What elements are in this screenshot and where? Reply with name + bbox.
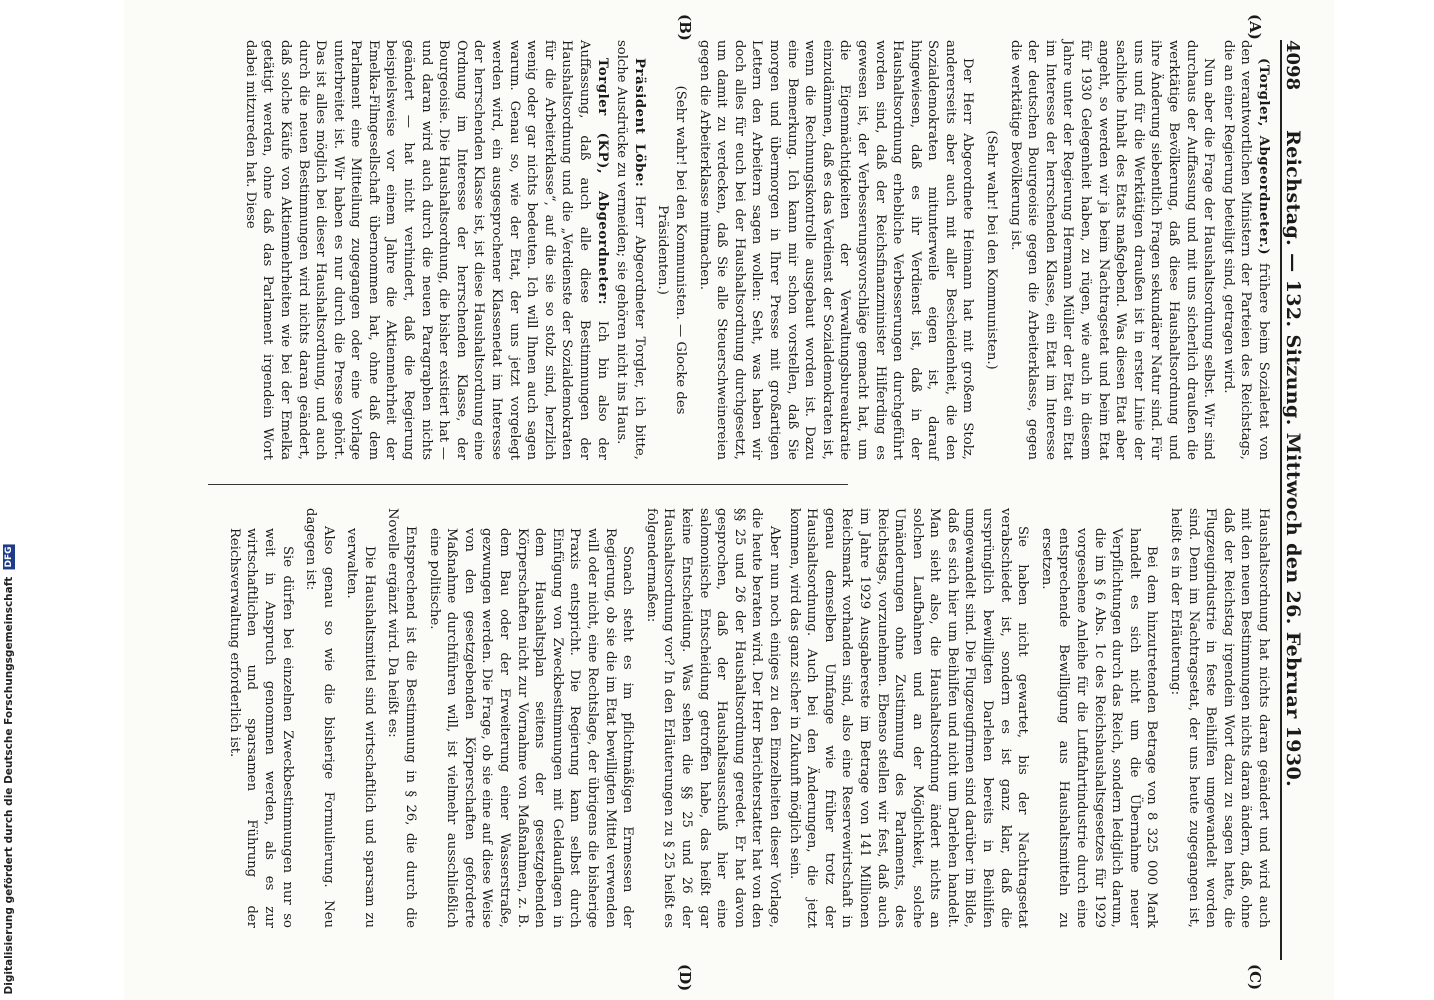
- paragraph: [302, 508, 337, 928]
- dfg-logo: DFG: [4, 545, 14, 567]
- speech-paragraph: [241, 40, 610, 460]
- margin-mark-c: (C): [1246, 964, 1264, 991]
- left-column: [239, 40, 1272, 460]
- paragraph-text: Sie haben nicht gewartet, bis der Nachtragsetat verabschiedet ist, sondern es ist ganz klar, daß die ursprünglich bewilligten Darlehen bereits in Beihilfen umgewandelt sind. Die Flugzeugfirmen sind darüber im Bilde, daß es sich hier um Beihilfen und nicht um Darlehen handelt. Man sieht also, die Haushaltsordnung ändert nichts an solchen Laufbahnen und an der Möglichkeit, solche Umänderungen ohne Zustimmung des Parlaments, des Reichstags, vorzunehmen. Ebenso stellen wir fest, daß auch im Jahre 1929 Ausgabereste im Betrage von 141 Millionen Reichsmark vorhanden sind, also eine Reservewirtschaft in genau demselben Umfange wie früher trotz der Haushaltsordnung. Auch bei den Änderungen, die jetzt kommen, wird das ganz sicher in Zukunft möglich sein.: [786, 508, 1031, 928]
- paragraph-text: Aber nun noch einiges zu den Einzelheiten dieser Vorlage, die heute beraten wird. Der Herr Berichterstatter hat von den §§ 25 und 26 der Haushaltsordnung geredet. Er hat davon gesprochen, daß der Haushaltsausschuß hier eine salomonische Entscheidung getroffen habe, das heißt gar keine Entscheidung. Was sehen die §§ 25 und 26 der Haushaltsordnung vor? In den Erläuterungen zu § 25 heißt es folgendermaßen:: [643, 508, 782, 928]
- rotated-page: [124, 0, 1334, 1000]
- speaker-name: Präsident Löbe:: [631, 58, 647, 188]
- quoted-passage: [425, 508, 636, 928]
- speaker-name: (Torgler, Abgeordneter.): [1256, 58, 1271, 256]
- paragraph-text: Haushaltsordnung hat nichts daran geändert und wird auch mit den neuen Bestimmungen nichts daran ändern, daß, ohne daß der Reichstag irgendein Wort dazu zu sagen hatte, die Flugzeugindustrie in feste Beihilfen umgewandelt worden sind. Denn im Nachtragsetat, der uns heute zugegangen ist, heißt es in der Erläuterung:: [1168, 508, 1271, 928]
- speaker-name: Torgler (KP), Abgeordneter:: [594, 58, 610, 306]
- page-number: 4098: [1282, 40, 1303, 91]
- column-divider: [208, 484, 848, 485]
- paragraph-text: frühere beim Sozialetat von den verantwortlichen Ministern der Parteien des Reichstags, die an einer Regierung beteiligt sind, getragen wird.: [1220, 40, 1271, 461]
- credit-text: Digitalisierung gefördert durch die Deutsche Forschungsgemeinschaft: [3, 576, 15, 994]
- paragraph: [785, 508, 1031, 928]
- speech-paragraph: [1219, 40, 1272, 460]
- digitization-credit: [0, 0, 22, 1000]
- speech-paragraph: [613, 40, 648, 460]
- paragraph-text: Die Haushaltsmittel sind wirtschaftlich und sparsam zu verwalten.: [344, 528, 377, 928]
- stage-direction: [654, 40, 689, 460]
- paragraph: [1006, 40, 1217, 460]
- margin-mark-d: (D): [676, 964, 694, 992]
- paragraph: [695, 40, 977, 460]
- paragraph-text: Also genau so wie die bisherige Formulierung. Neu dagegen ist:: [303, 508, 336, 928]
- margin-mark-b: (B): [676, 14, 694, 41]
- quoted-passage: [225, 508, 295, 928]
- paragraph-text: Sonach steht es im pflichtmäßigen Ermessen der Regierung, ob sie die im Etat bewilligten Mittel verwenden will oder nicht, eine Rechtslage, der übrigens die bisherige Praxis entspricht. Die Regierung kann selbst durch Einfügung von Zweckbestimmungen mit Geldauflagen in dem Haushaltsplan seitens der gesetzgebenden Körperschaften nicht zur Vornahme von Maßnahmen, z. B. dem Bau oder der Erweiterung einer Wasserstraße, gezwungen werden. Die Frage, ob sie eine auf diese Weise von den gesetzgebenden Körperschaften geforderte Maßnahme durchführen will, ist vielmehr ausschließlich eine politische.: [426, 528, 636, 928]
- margin-mark-a: (A): [1246, 14, 1264, 40]
- page-header: [1280, 40, 1322, 960]
- paragraph: [642, 508, 783, 928]
- paragraph-text: Bei dem hinzutretenden Betrage von 8 325 000 Mark handelt es sich nicht um die Übernahme neuer Verpflichtungen durch das Reich, sondern lediglich darum, die im § 6 Abs. 1c des Reichshaushaltsgesetzes für 1929 vorgesehene Anleihe für die Luftfahrtindustrie durch eine entsprechende Bewilligung aus Haushaltsmitteln zu ersetzen.: [1038, 528, 1160, 928]
- paragraph-text: Herr Abgeordneter Torgler, ich bitte, solche Ausdrücke zu vermeiden; sie gehören nicht ins Haus.: [614, 40, 647, 460]
- paragraph: [1166, 508, 1272, 928]
- paragraph-text: Ich bin also der Auffassung, daß auch alle diese Bestimmungen der Haushaltsordnung und die „Verdienste der Sozialdemokraten für die Arbeiterklasse“, auf die sie so stolz sind, herzlich wenig oder gar nichts bedeuten. Ich will Ihnen auch sagen warum. Genau so, wie der Etat, der uns jetzt vorgelegt werden wird, ein ausgesprochener Klassenetat im Interesse der herrschenden Klasse ist, ist diese Haushaltsordnung eine Ordnung im Interesse der herrschenden Klasse, der Bourgeoisie. Die Haushaltsordnung, die bisher existiert hat — und daran wird auch durch die neuen Paragraphen nichts geändert — hat nicht verhindert, daß die Regierung beispielsweise vor einem Jahre die Aktienmehrheit der Emelka-Filmgesellschaft übernommen hat, ohne daß dem Parlament eine Mitteilung zugegangen oder eine Vorlage unterbreitet ist. Wir haben es nur durch die Presse gehört. Das ist alles möglich bei dieser Haushaltsordnung, und auch durch die neuen Bestimmungen wird nichts daran geändert, daß solche Käufe von Aktienmehrheiten wie bei der Emelka getätigt werden, ohne daß das Parlament irgendein Wort dabei mitzureden hat. Diese: [242, 40, 610, 460]
- paragraph-text: Nun aber die Frage der Haushaltsordnung selbst. Wir sind durchaus der Auffassung und mit uns sicherlich draußen die werktätige Bevölkerung, daß diese Haushaltsordnung und ihre Änderung siebentlich Fragen sekundärer Natur sind. Für uns und für die Werktätigen draußen ist in erster Linie der sachliche Inhalt des Etats maßgebend. Was diesen Etat aber angeht, so werden wir ja beim Nachtragsetat und beim Etat für 1930 Gelegenheit haben, zu rügen, wie auch in diesem Jahre unter der Regierung Hermann Müller der Etat ein Etat im Interesse der herrschenden Klasse, ein Etat im Interesse der deutschen Bourgeoisie gegen die Arbeiterklasse, gegen die werktätige Bevölkerung ist.: [1007, 40, 1217, 460]
- paragraph-text: Entsprechend ist die Bestimmung in § 26, die durch die Novelle ergänzt wird. Da heißt es:: [385, 508, 419, 928]
- paragraph-text: Der Herr Abgeordnete Heimann hat mit großem Stolz, andererseits aber auch mit aller Bescheidenheit, die den Sozialdemokraten mitunterweile eigen ist, darauf hingewiesen, daß es ihr Verdienst ist, daß in der Haushaltsordnung erhebliche Verbesserungen durchgeführt worden sind, daß der Reichsfinanzminister Hilferding es gewesen ist, der Verbesserungsvorschläge gemacht hat, um die Eigenmächtigkeiten der Verwaltungsbureaukratie einzudämmen, daß es das Verdienst der Sozialdemokraten ist, wenn die Rechnungskontrolle ausgebaut worden ist. Dazu eine Bemerkung. Ich kann mir schon vorstellen, daß Sie morgen und übermorgen in Ihrer Presse mit großartigen Lettern den Arbeitern sagen wollen: Seht, was haben wir doch alles für euch bei der Haushaltsordnung durchgesetzt, um damit zu verdecken, daß Sie alle Steuerschweinereien gegen die Arbeiterklasse mitmachen.: [696, 40, 976, 460]
- page-title: Reichstag. — 132. Sitzung. Mittwoch den 26. Februar 1930.: [1282, 130, 1304, 788]
- paragraph: [384, 508, 419, 928]
- paragraph-text: (Sehr wahr! bei den Kommunisten.): [984, 130, 1000, 370]
- quoted-passage: [1037, 508, 1160, 928]
- paragraph-text: Sie dürfen bei einzelnen Zweckbestimmungen nur so weit in Anspruch genommen werden, als es zur wirtschaftlichen und sparsamen Führung der Reichsverwaltung erforderlich ist.: [226, 528, 295, 928]
- stage-direction: [983, 40, 1001, 460]
- right-column: [219, 508, 1272, 928]
- quoted-passage: [343, 508, 378, 928]
- paragraph-text: (Sehr wahr! bei den Kommunisten. — Glocke des Präsidenten.): [655, 85, 688, 415]
